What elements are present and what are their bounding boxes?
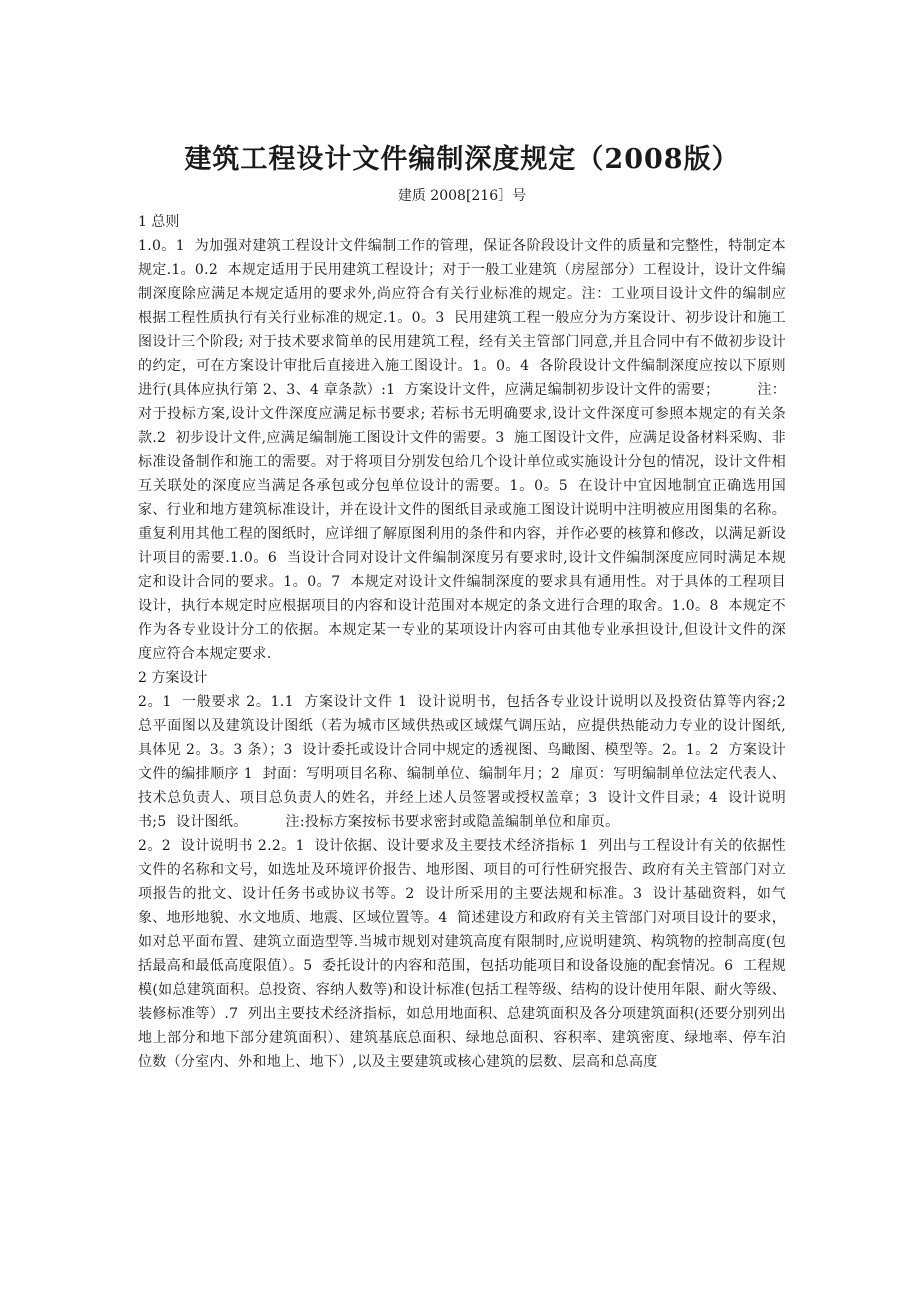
- section-scheme-design: [138, 666, 796, 1074]
- paragraph: 1.0。1 为加强对建筑工程设计文件编制工作的管理，保证各阶段设计文件的质量和完整性，特制定本规定.1。0.2 本规定适用于民用建筑工程设计；对于一般工业建筑（房屋部分）工程设计，设计文件编制深度除应满足本规定适用的要求外,尚应符合有关行业标准的规定。注：工业项目设计文件的编制应根据工程性质执行有关行业标准的规定.1。0。3 民用建筑工程一般应分为方案设计、初步设计和施工图设计三个阶段; 对于技术要求简单的民用建筑工程，经有关主管部门同意,并且合同中有不做初步设计的约定，可在方案设计审批后直接进入施工图设计。1。0。4 各阶段设计文件编制深度应按以下原则进行(具体应执行第 2、3、4 章条款）:1 方案设计文件，应满足编制初步设计文件的需要； 注：对于投标方案,设计文件深度应满足标书要求; 若标书无明确要求,设计文件深度可参照本规定的有关条款.2 初步设计文件,应满足编制施工图设计文件的需要。3 施工图设计文件，应满足设备材料采购、非标准设备制作和施工的需要。对于将项目分别发包给几个设计单位或实施设计分包的情况，设计文件相互关联处的深度应当满足各承包或分包单位设计的需要。1。0。5 在设计中宜因地制宜正确选用国家、行业和地方建筑标准设计，并在设计文件的图纸目录或施工图设计说明中注明被应用图集的名称。 重复利用其他工程的图纸时，应详细了解原图利用的条件和内容，并作必要的核算和修改，以满足新设计项目的需要.1.0。6 当设计合同对设计文件编制深度另有要求时,设计文件编制深度应同时满足本规定和设计合同的要求。1。0。7 本规定对设计文件编制深度的要求具有通用性。对于具体的工程项目设计，执行本规定时应根据项目的内容和设计范围对本规定的条文进行合理的取舍。1.0。8 本规定不作为各专业设计分工的依据。本规定某一专业的某项设计内容可由其他专业承担设计,但设计文件的深度应符合本规定要求.: [138, 238, 825, 662]
- paragraph: 2。2 设计说明书 2.2。1 设计依据、设计要求及主要技术经济指标 1 列出与工程设计有关的依据性文件的名称和文号，如选址及环境评价报告、地形图、项目的可行性研究报告、政府有关主管部门对立项报告的批文、设计任务书或协议书等。2 设计所采用的主要法规和标准。3 设计基础资料，如气象、地形地貌、水文地质、地震、区域位置等。4 简述建设方和政府有关主管部门对项目设计的要求，如对总平面布置、建筑立面造型等.当城市规划对建筑高度有限制时,应说明建筑、构筑物的控制高度(包括最高和最低高度限值）。5 委托设计的内容和范围，包括功能项目和设备设施的配套情况。6 工程规模(如总建筑面积。总投资、容纳人数等)和设计标准(包括工程等级、结构的设计使用年限、耐火等级、装修标准等）.7 列出主要技术经济指标，如总用地面积、总建筑面积及各分项建筑面积(还要分别列出地上部分和地下部分建筑面积）、建筑基底总面积、绿地总面积、容积率、建筑密度、绿地率、停车泊位数（分室内、外和地上、地下）,以及主要建筑或核心建筑的层数、层高和总高度: [138, 838, 786, 1070]
- section-heading: 2 方案设计: [138, 670, 208, 686]
- paragraph: 2。1 一般要求 2。1.1 方案设计文件 1 设计说明书，包括各专业设计说明以及投资估算等内容;2 总平面图以及建筑设计图纸（若为城市区域供热或区域煤气调压站，应提供热能动力专业的设计图纸,具体见 2。3。3 条）；3 设计委托或设计合同中规定的透视图、鸟瞰图、模型等。2。1。2 方案设计文件的编排顺序 1 封面：写明项目名称、编制单位、编制年月；2 扉页：写明编制单位法定代表人、技术总负责人、项目总负责人的姓名，并经上述人员签署或授权盖章；3 设计文件目录；4 设计说明书;5 设计图纸。 注:投标方案按标书要求密封或隐盖编制单位和扉页。: [138, 694, 796, 830]
- document-number: 建质 2008[216］号: [397, 188, 527, 204]
- document-title: 建筑工程设计文件编制深度规定（2008版）: [184, 144, 740, 175]
- section-general: [138, 210, 825, 666]
- section-heading: 1 总则: [138, 214, 180, 230]
